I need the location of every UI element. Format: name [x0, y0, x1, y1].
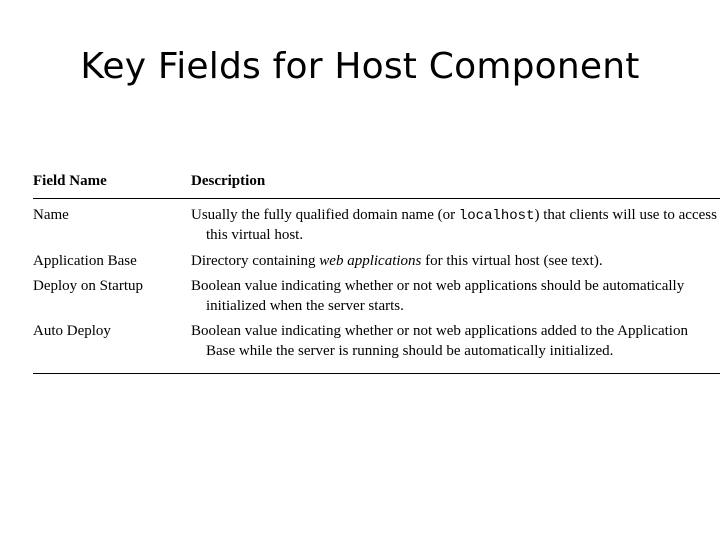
description-text: Usually the fully qualified domain name (or	[191, 206, 459, 223]
table-row	[33, 277, 720, 316]
description-continuation: Base while the server is running should be automatically initialized.	[206, 342, 614, 359]
header-field-name: Field Name	[33, 173, 107, 189]
table-body	[33, 199, 720, 375]
field-name-cell: Name	[33, 206, 69, 223]
field-name-cell: Application Base	[33, 252, 137, 269]
field-name-cell: Auto Deploy	[33, 323, 111, 339]
code-localhost: localhost	[458, 207, 535, 224]
description-text: Boolean value indicating whether or not web applications added to the Application	[191, 323, 688, 339]
description-continuation: initialized when the server starts.	[206, 297, 404, 314]
table-row	[33, 322, 720, 361]
description-text: ) that clients will use to access	[534, 206, 717, 223]
field-name-cell: Deploy on Startup	[33, 278, 143, 294]
fields-table	[33, 168, 720, 374]
description-cell	[191, 277, 720, 316]
table-header-row	[33, 168, 720, 199]
italic-term: web applications	[319, 252, 422, 269]
description-cell	[191, 252, 720, 272]
description-text: for this virtual host (see text).	[421, 252, 603, 269]
slide-title: Key Fields for Host Component	[80, 46, 640, 87]
table-row	[33, 252, 720, 272]
description-cell	[191, 206, 720, 246]
description-text: Directory containing	[191, 252, 320, 269]
table-row	[33, 206, 720, 246]
description-text: Boolean value indicating whether or not web applications should be automatically	[191, 278, 685, 294]
description-continuation: this virtual host.	[206, 227, 304, 243]
header-description: Description	[191, 173, 266, 189]
description-cell	[191, 322, 720, 361]
